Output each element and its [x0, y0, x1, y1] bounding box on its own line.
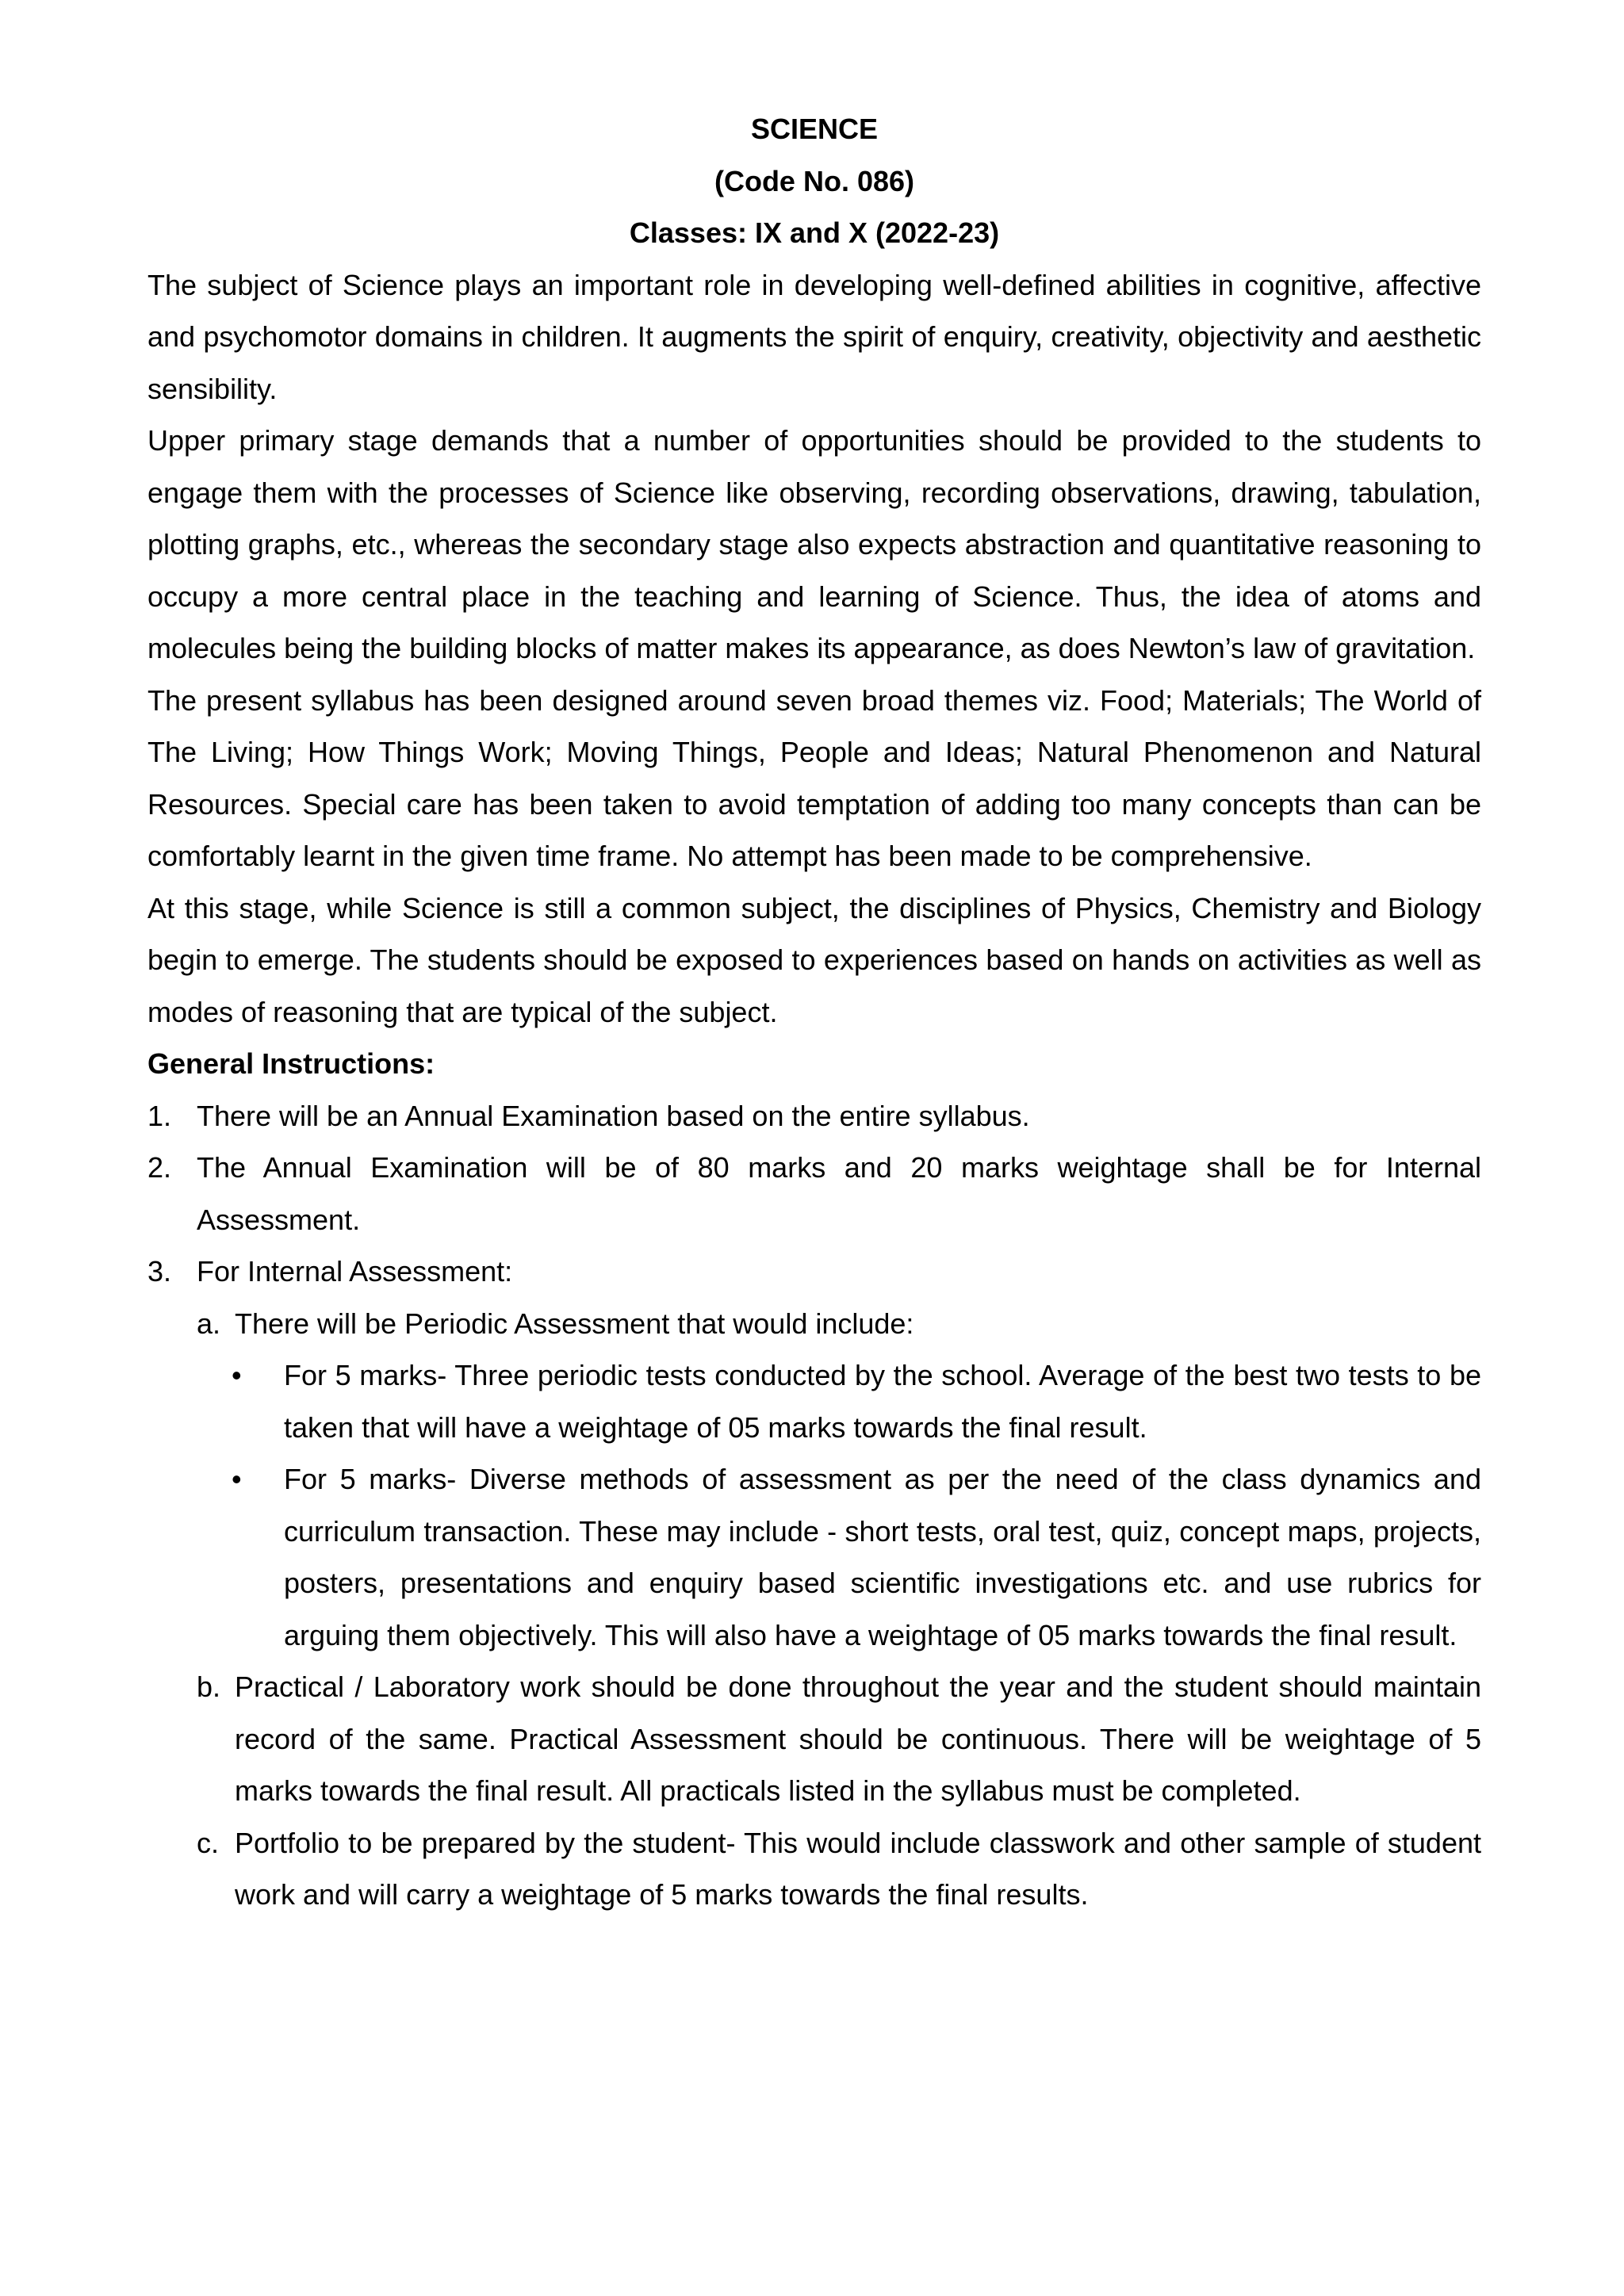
- sub-item-a: [147, 1298, 1481, 1350]
- instruction-item-1: [147, 1090, 1481, 1142]
- intro-paragraph-4: At this stage, while Science is still a common subject, the disciplines of Physics, Chemistry and Biology begin to emerge. The students should be exposed to experiences based on hands on activities as well as modes of reasoning that are typical of the subject.: [147, 891, 1481, 1028]
- instruction-item-2: [147, 1142, 1481, 1246]
- instruction-number: 1.: [147, 1099, 172, 1132]
- instruction-text: For Internal Assessment:: [197, 1255, 513, 1288]
- sub-item-letter: c.: [197, 1826, 220, 1859]
- sub-item-b: [147, 1661, 1481, 1817]
- bullet-item-2: [147, 1453, 1481, 1661]
- instruction-number: 3.: [147, 1255, 172, 1288]
- document-title: SCIENCE: [750, 113, 879, 145]
- bullet-text: For 5 marks- Three periodic tests conducted by the school. Average of the best two tests to be taken that will have a weightage of 05 marks towards the final result.: [284, 1359, 1481, 1444]
- sub-item-c: [147, 1817, 1481, 1921]
- bullet-icon: •: [232, 1359, 242, 1391]
- instruction-item-3: [147, 1246, 1481, 1298]
- instruction-text: The Annual Examination will be of 80 marks and 20 marks weightage shall be for Internal Assessment.: [197, 1151, 1481, 1236]
- bullet-text: For 5 marks- Diverse methods of assessment as per the need of the class dynamics and curriculum transaction. These may include - short tests, oral test, quiz, concept maps, projects, posters, presentations and enquiry based scientific investigations etc. and use rubrics for arguing them objectively. This will also have a weightage of 05 marks towards the final result.: [284, 1463, 1481, 1651]
- instruction-number: 2.: [147, 1151, 172, 1184]
- sub-item-letter: b.: [197, 1670, 221, 1703]
- intro-paragraph-2: Upper primary stage demands that a number of opportunities should be provided to the students to engage them with the processes of Science like observing, recording observations, drawing, tabulation, plotting graphs, etc., whereas the secondary stage also expects abstraction and quantitative reasoning to occupy a more central place in the teaching and learning of Science. Thus, the idea of atoms and molecules being the building blocks of matter makes its appearance, as does Newton’s law of gravitation.: [147, 424, 1481, 664]
- intro-paragraph-3: The present syllabus has been designed around seven broad themes viz. Food; Materials; The World of The Living; How Things Work; Moving Things, People and Ideas; Natural Phenomenon and Natural Resources. Special care has been taken to avoid temptation of adding too many concepts than can be comfortably learnt in the given time frame. No attempt has been made to be comprehensive.: [147, 683, 1481, 872]
- subject-code: (Code No. 086): [714, 164, 915, 197]
- sub-item-text: Portfolio to be prepared by the student- This would include classwork and other sample of student work and will carry a weightage of 5 marks towards the final results.: [235, 1826, 1481, 1911]
- sub-item-text: There will be Periodic Assessment that would include:: [235, 1307, 914, 1340]
- general-instructions-heading: General Instructions:: [147, 1047, 435, 1080]
- intro-paragraph-1: The subject of Science plays an important role in developing well-defined abilities in cognitive, affective and psychomotor domains in children. It augments the spirit of enquiry, creativity, objectivity and aesthetic sensibility.: [147, 268, 1481, 405]
- classes-heading: Classes: IX and X (2022-23): [629, 216, 1000, 249]
- sub-item-text: Practical / Laboratory work should be done throughout the year and the student should maintain record of the same. Practical Assessment should be continuous. There will be weightage of 5 marks towards the final result. All practicals listed in the syllabus must be completed.: [235, 1670, 1481, 1807]
- bullet-item-1: [147, 1349, 1481, 1453]
- sub-item-letter: a.: [197, 1307, 221, 1340]
- bullet-icon: •: [232, 1463, 242, 1495]
- instruction-text: There will be an Annual Examination based on the entire syllabus.: [197, 1099, 1030, 1132]
